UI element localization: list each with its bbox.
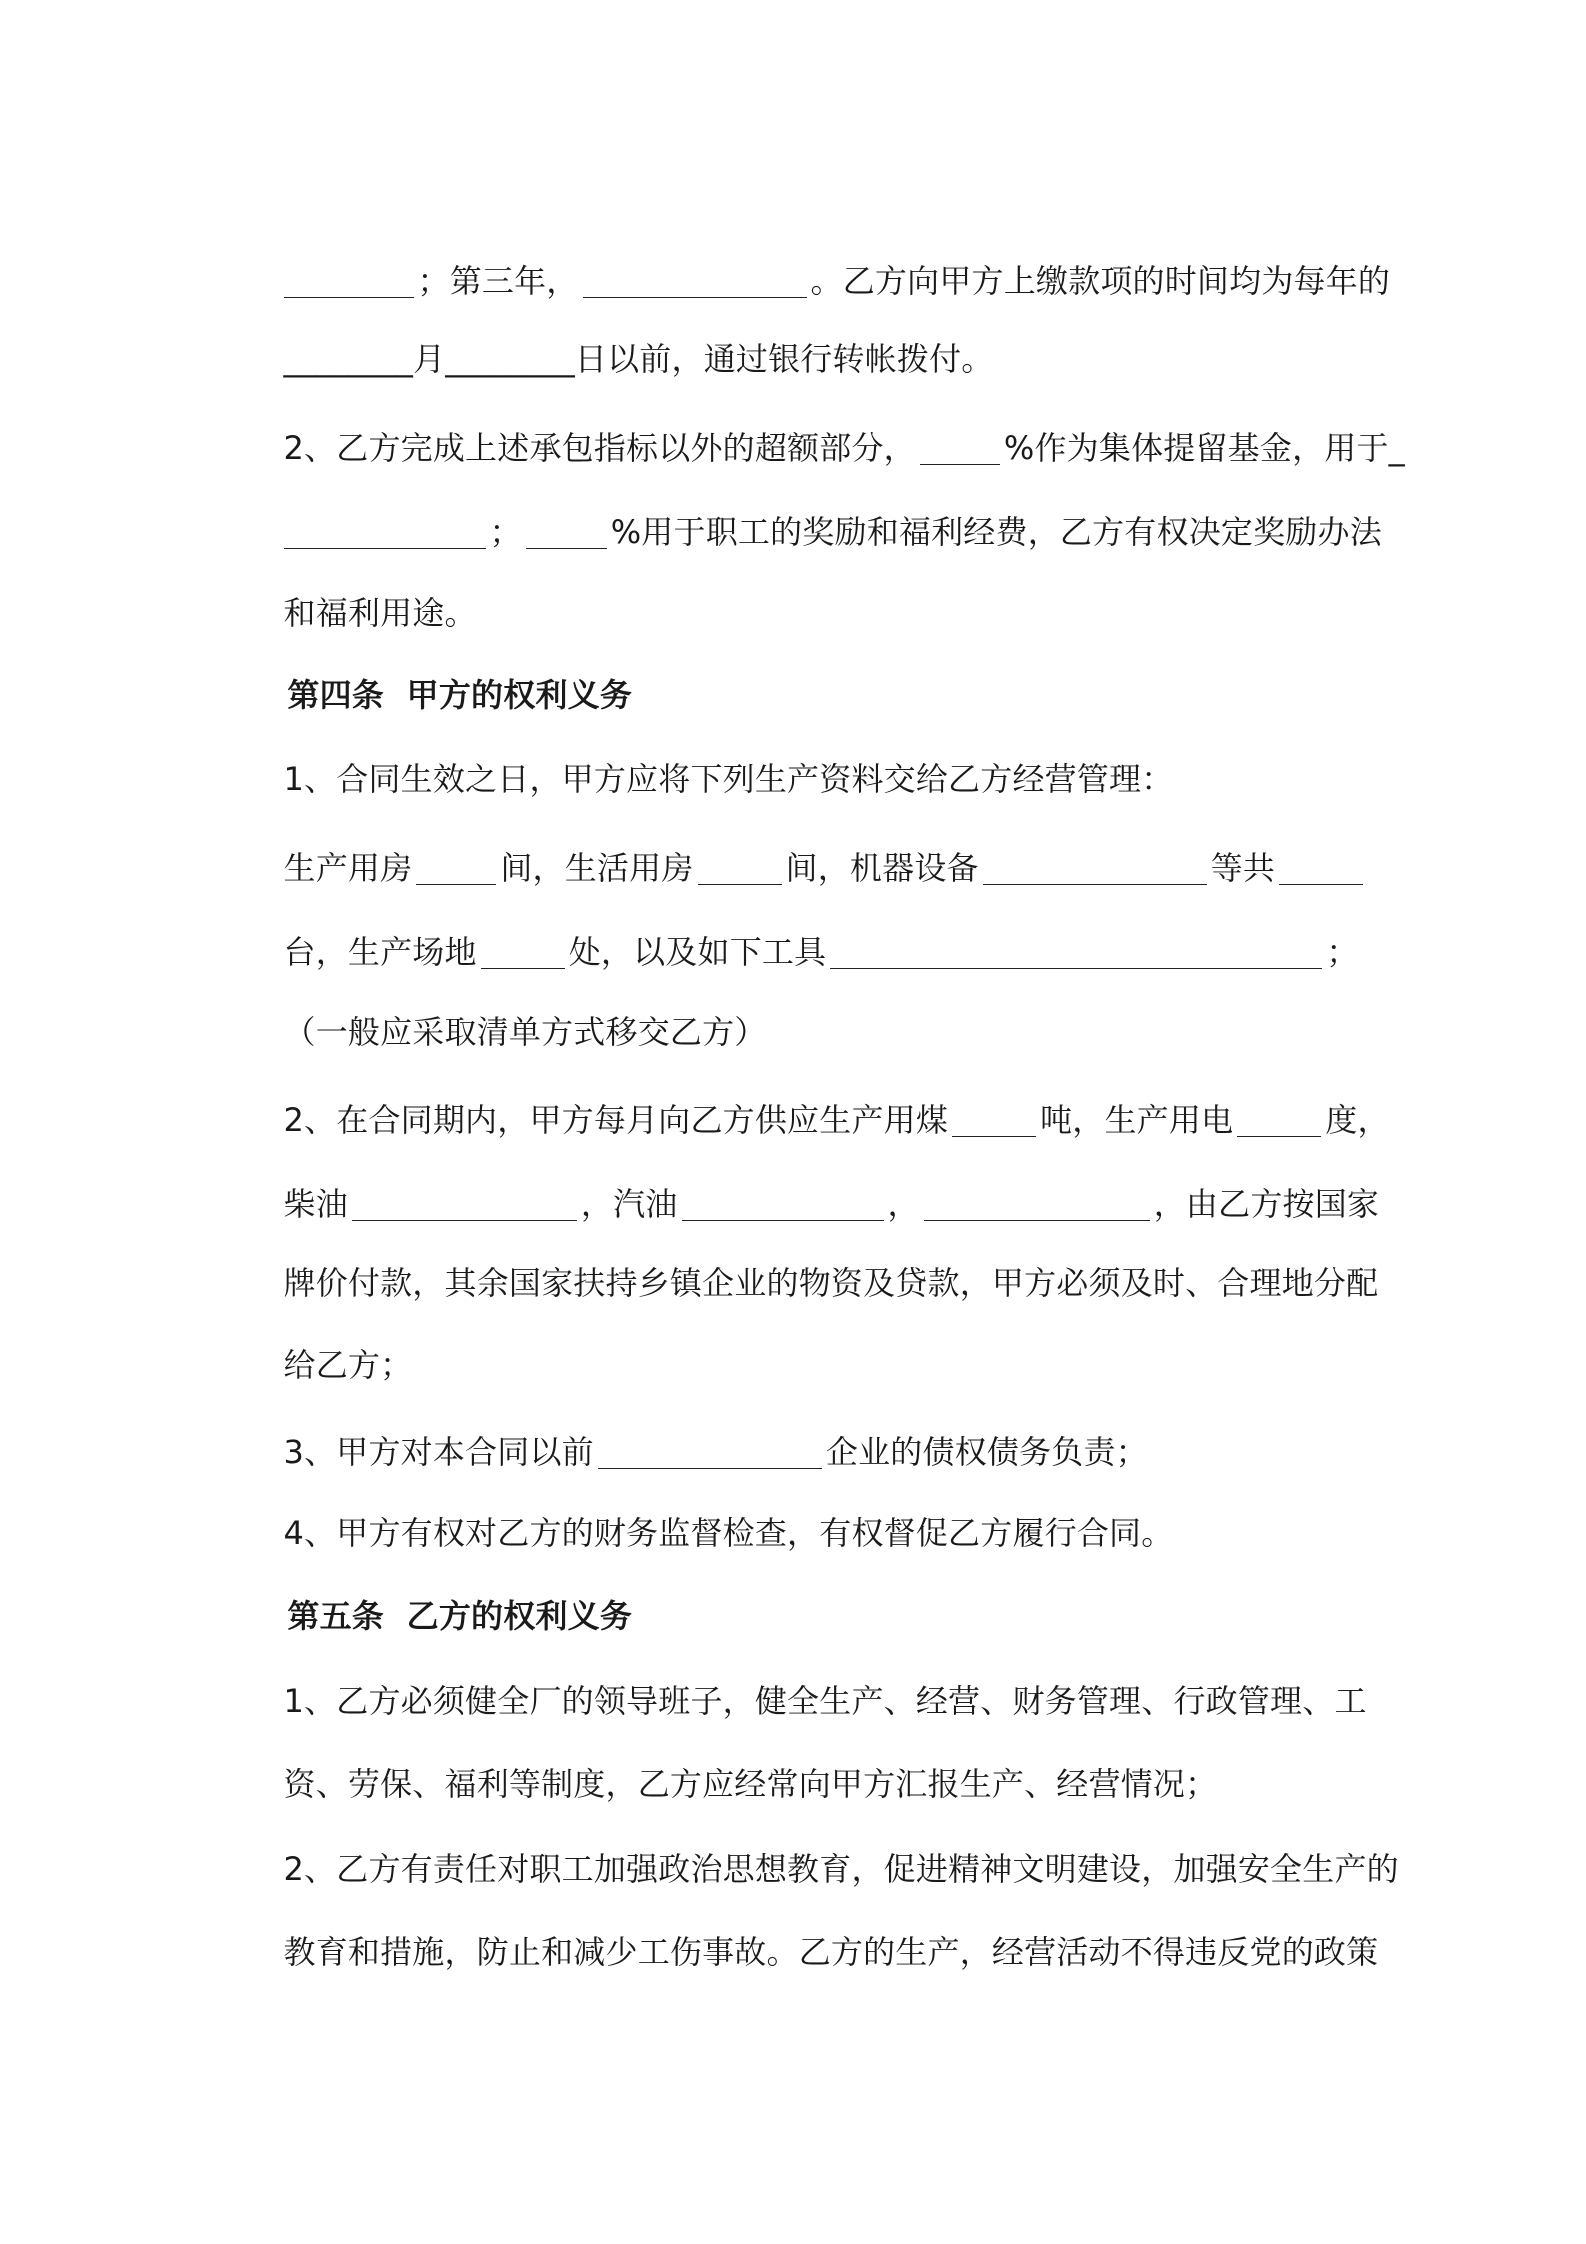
text-segment: 台，生产场地 bbox=[283, 933, 477, 971]
text-line bbox=[242, 212, 1391, 300]
text-segment: ； bbox=[1326, 933, 1359, 971]
text-segment: 4、甲方有权对乙方的财务监督检查，有权督促乙方履行合同。 bbox=[283, 1514, 1174, 1552]
text-segment: 柴油 bbox=[283, 1185, 348, 1223]
text-line bbox=[242, 1883, 1379, 1971]
section-heading-article-5 bbox=[242, 1547, 633, 1635]
text-segment: ， bbox=[887, 1185, 920, 1223]
text-line bbox=[242, 1051, 1390, 1139]
text-segment: ________月________日以前，通过银行转帐拨付。 bbox=[283, 340, 994, 378]
text-line bbox=[242, 1296, 413, 1384]
text-segment: 教育和措施，防止和减少工伤事故。乙方的生产，经营活动不得违反党的政策 bbox=[283, 1933, 1379, 1971]
text-line bbox=[242, 1214, 1379, 1302]
text-segment: 1、乙方必须健全厂的领导班子，健全生产、经营、财务管理、行政管理、工 bbox=[283, 1682, 1367, 1720]
section-heading-article-4 bbox=[242, 626, 633, 714]
text-segment: 间，生活用房 bbox=[500, 849, 694, 887]
text-segment: ；第三年， bbox=[417, 262, 579, 300]
heading-text: 第四条 甲方的权利义务 bbox=[287, 676, 633, 714]
text-line bbox=[242, 710, 1174, 798]
text-segment: %用于职工的奖励和福利经费，乙方有权决定奖励办法 bbox=[610, 513, 1382, 551]
text-segment: （一般应采取清单方式移交乙方） bbox=[283, 1013, 767, 1051]
text-line bbox=[242, 544, 477, 632]
text-line bbox=[242, 1135, 1380, 1223]
text-line bbox=[242, 883, 1359, 971]
text-line bbox=[242, 1383, 1148, 1471]
text-line bbox=[242, 963, 767, 1051]
fill-in-blank bbox=[526, 548, 607, 549]
text-segment: 3、甲方对本合同以前 bbox=[283, 1433, 594, 1471]
heading-text: 第五条 乙方的权利义务 bbox=[287, 1597, 633, 1635]
text-segment: 。乙方向甲方上缴款项的时间均为每年的 bbox=[810, 262, 1391, 300]
text-segment: 生产用房 bbox=[283, 849, 413, 887]
text-segment: 等共 bbox=[1210, 849, 1276, 887]
text-segment: 2、在合同期内，甲方每月向乙方供应生产用煤 bbox=[283, 1101, 949, 1139]
text-line bbox=[242, 379, 1405, 467]
text-segment: 处，以及如下工具 bbox=[568, 933, 827, 971]
text-segment: ，汽油 bbox=[580, 1185, 678, 1223]
text-segment: 企业的债权债务负责； bbox=[825, 1433, 1148, 1471]
text-line bbox=[242, 1800, 1399, 1888]
text-line bbox=[242, 1715, 1218, 1803]
text-segment: 间，机器设备 bbox=[785, 849, 979, 887]
text-line bbox=[242, 463, 1382, 551]
text-segment: ，由乙方按国家 bbox=[1153, 1185, 1380, 1223]
text-line bbox=[242, 799, 1367, 887]
text-segment: 度， bbox=[1325, 1101, 1390, 1139]
fill-in-blank bbox=[830, 968, 1322, 969]
text-segment: 1、合同生效之日，甲方应将下列生产资料交给乙方经营管理： bbox=[283, 760, 1174, 798]
text-segment: 2、乙方有责任对职工加强政治思想教育，促进精神文明建设，加强安全生产的 bbox=[283, 1850, 1399, 1888]
text-line bbox=[242, 1632, 1367, 1720]
text-segment: 2、乙方完成上述承包指标以外的超额部分， bbox=[283, 429, 916, 467]
text-segment: 给乙方； bbox=[283, 1346, 413, 1384]
text-segment: %作为集体提留基金，用于_ bbox=[1003, 429, 1405, 467]
text-segment: 牌价付款，其余国家扶持乡镇企业的物资及贷款，甲方必须及时、合理地分配 bbox=[283, 1264, 1379, 1302]
text-line bbox=[242, 290, 994, 378]
text-line bbox=[242, 1464, 1174, 1552]
text-segment: 和福利用途。 bbox=[283, 594, 477, 632]
text-segment: 资、劳保、福利等制度，乙方应经常向甲方汇报生产、经营情况； bbox=[283, 1765, 1218, 1803]
text-segment: ； bbox=[489, 513, 522, 551]
text-segment: 吨，生产用电 bbox=[1040, 1101, 1234, 1139]
